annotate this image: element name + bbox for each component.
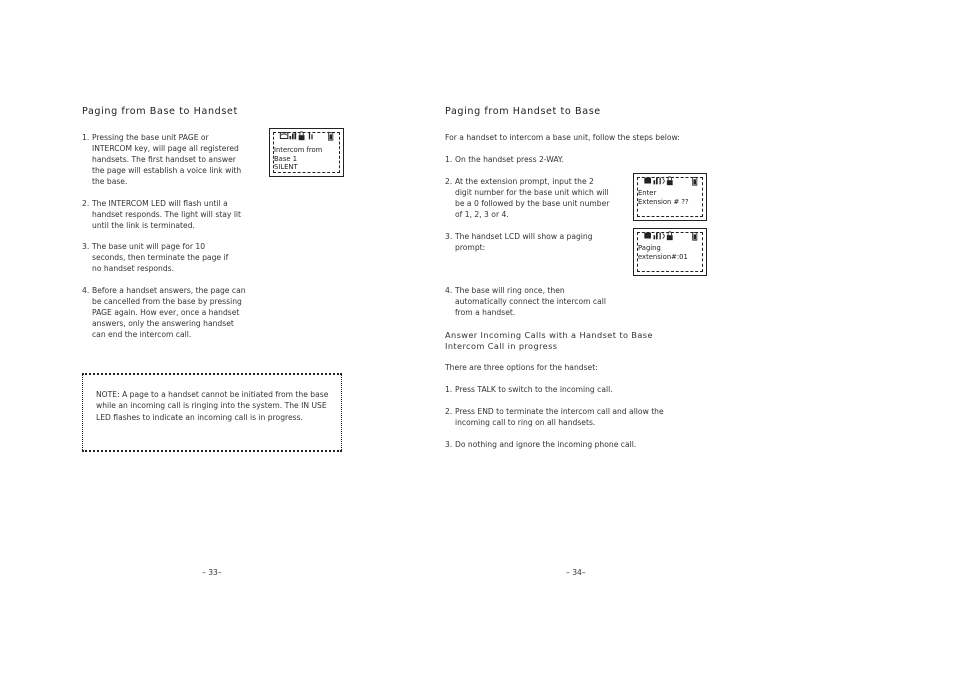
right-step-1: 1. On the handset press 2-WAY.: [445, 155, 564, 164]
option-3: 3. Do nothing and ignore the incoming phone call.: [445, 440, 637, 449]
lcd-status-icons: [274, 131, 340, 141]
lcd-line-2: Extension # ??: [638, 198, 689, 206]
battery-icon: [329, 133, 333, 141]
note-box: [82, 373, 342, 452]
lcd-line-2: extension#:01: [638, 253, 688, 261]
lcd-line-1: Enter: [638, 189, 657, 197]
option-1: 1. Press TALK to switch to the incoming call.: [445, 385, 613, 394]
page-title-right: Paging from Handset to Base: [445, 106, 601, 117]
lcd-line-1: Paging: [638, 244, 661, 252]
left-step-1: 1. Pressing the base unit PAGE or INTERCOM key, will page all registered handsets. The first handset to answer the page will establish a voice link with the base.: [82, 133, 242, 187]
right-step-4: 4. The base will ring once, then automatically connect the intercom call from a handset.: [445, 286, 606, 318]
option-2: 2. Press END to terminate the intercom call and allow the incoming call to ring on all handsets.: [445, 407, 664, 428]
lcd-line-3: SILENT: [274, 163, 298, 171]
lcd-display-extension: [633, 173, 707, 221]
phone-icon: [280, 133, 288, 139]
section-subtitle-line-2: Intercom Call in progress: [445, 341, 558, 351]
phone-icon: [644, 233, 651, 239]
page-number-right: – 34–: [566, 568, 586, 577]
options-intro: There are three options for the handset:: [445, 363, 598, 372]
lock-icon: [299, 132, 305, 140]
signal-icon: [290, 132, 297, 140]
signal-icon: [654, 233, 658, 240]
battery-icon: [693, 233, 697, 241]
lcd-line-1: Intercom from: [274, 146, 323, 154]
page-number-left: – 33–: [202, 568, 222, 577]
lock-icon: [667, 177, 673, 185]
lcd-status-icons: [638, 176, 704, 186]
lcd-status-icons: [638, 231, 704, 241]
lcd-display-paging: [633, 228, 707, 276]
lcd-display-intercom: [269, 128, 344, 177]
right-step-2: 2. At the extension prompt, input the 2 digit number for the base unit which will be a 0 followed by the base unit number of 1, 2, 3 or 4.: [445, 177, 610, 220]
left-step-3: 3. The base unit will page for 10 seconds, then terminate the page if no handset responds.: [82, 242, 229, 274]
signal-icon: [654, 178, 658, 185]
intro-text: For a handset to intercom a base unit, follow the steps below:: [445, 133, 680, 142]
left-step-4: 4. Before a handset answers, the page can be cancelled from the base by pressing PAGE again. How ever, once a handset answers, only the answering handset can end the intercom call.: [82, 286, 246, 340]
handset-icon: [660, 233, 664, 240]
left-step-2: 2. The INTERCOM LED will flash until a handset responds. The light will stay lit until the link is terminated.: [82, 199, 242, 231]
handset-icon: [660, 178, 664, 185]
battery-icon: [693, 178, 697, 186]
lock-icon: [667, 232, 673, 240]
lcd-line-2: Base 1: [274, 155, 298, 163]
note-text: NOTE: A page to a handset cannot be initiated from the base while an incoming call is ringing into the system. The IN USE LED flashes to indicate an incoming call is in progress.: [96, 390, 329, 422]
handset-icon: [310, 133, 313, 140]
right-step-3: 3. The handset LCD will show a paging prompt:: [445, 232, 593, 253]
page-title-left: Paging from Base to Handset: [82, 106, 238, 117]
phone-icon: [644, 178, 651, 184]
section-subtitle-line-1: Answer Incoming Calls with a Handset to Base: [445, 330, 653, 340]
